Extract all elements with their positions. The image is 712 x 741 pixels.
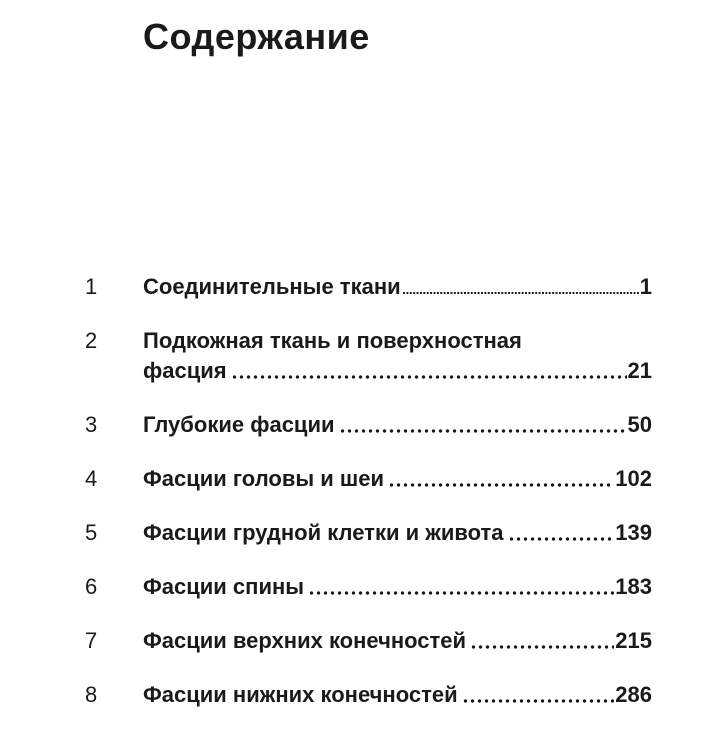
toc-page-number: 139 (615, 520, 652, 545)
toc-entry-title: Фасции нижних конечностей (143, 682, 458, 707)
toc-entry-body (143, 464, 652, 494)
toc-entry-body (143, 572, 652, 602)
toc-page-number: 1 (639, 274, 652, 299)
toc-entry (85, 464, 652, 494)
toc-entry-number: 6 (85, 574, 98, 599)
toc-entry-number: 1 (85, 274, 98, 299)
toc-entry-body (143, 326, 652, 386)
toc-entry-title: Соединительные ткани (143, 274, 401, 299)
toc-page-number: 286 (615, 682, 652, 707)
toc-entry-body (143, 272, 652, 302)
toc-entry (85, 272, 652, 302)
toc-entry (85, 626, 652, 656)
toc-entry (85, 410, 652, 440)
toc-entry-title: Глубокие фасции (143, 412, 335, 437)
toc-entry (85, 572, 652, 602)
toc-entry-number: 2 (85, 328, 98, 353)
dot-leader (306, 572, 614, 602)
toc-entry-number: 3 (85, 412, 98, 437)
toc-entry-title: Фасции грудной клетки и живота (143, 520, 504, 545)
toc-entry (85, 680, 652, 710)
dot-leader (337, 410, 627, 440)
toc-entry-body (143, 626, 652, 656)
toc-entry-number: 4 (85, 466, 98, 491)
toc-page-number: 183 (615, 574, 652, 599)
dot-leader (403, 272, 639, 302)
toc-entry-title: Фасции верхних конечностей (143, 628, 467, 653)
toc-entry-title: Фасции спины (143, 574, 305, 599)
toc-entry-body (143, 518, 652, 548)
dot-leader (386, 464, 614, 494)
page-title: Содержание (143, 16, 370, 57)
toc-entry-body (143, 680, 652, 710)
dot-leader (229, 356, 627, 386)
toc-page-number: 102 (615, 466, 652, 491)
toc-page-number: 50 (627, 412, 652, 437)
toc-entry-number: 7 (85, 628, 98, 653)
toc-entry-line (143, 410, 652, 440)
toc-entry-line (143, 272, 652, 302)
toc-entry-line (143, 356, 652, 386)
dot-leader (506, 518, 615, 548)
toc-entry (85, 326, 652, 386)
toc-entry-number: 8 (85, 682, 98, 707)
toc-entry-line (143, 572, 652, 602)
toc-list (85, 272, 652, 710)
toc-entry-title: фасция (143, 358, 227, 383)
toc-page-number: 21 (627, 358, 652, 383)
toc-entry (85, 518, 652, 548)
toc-entry-line (143, 626, 652, 656)
toc-entry-line (143, 680, 652, 710)
toc-entry-number: 5 (85, 520, 98, 545)
toc-page-number: 215 (615, 628, 652, 653)
toc-entry-line (143, 464, 652, 494)
document-page (0, 14, 712, 741)
dot-leader (468, 626, 614, 656)
dot-leader (460, 680, 615, 710)
toc-entry-title-line1: Подкожная ткань и поверхностная (143, 328, 522, 353)
toc-entry-line (143, 518, 652, 548)
toc-entry-title: Фасции головы и шеи (143, 466, 384, 491)
toc-entry-body (143, 410, 652, 440)
